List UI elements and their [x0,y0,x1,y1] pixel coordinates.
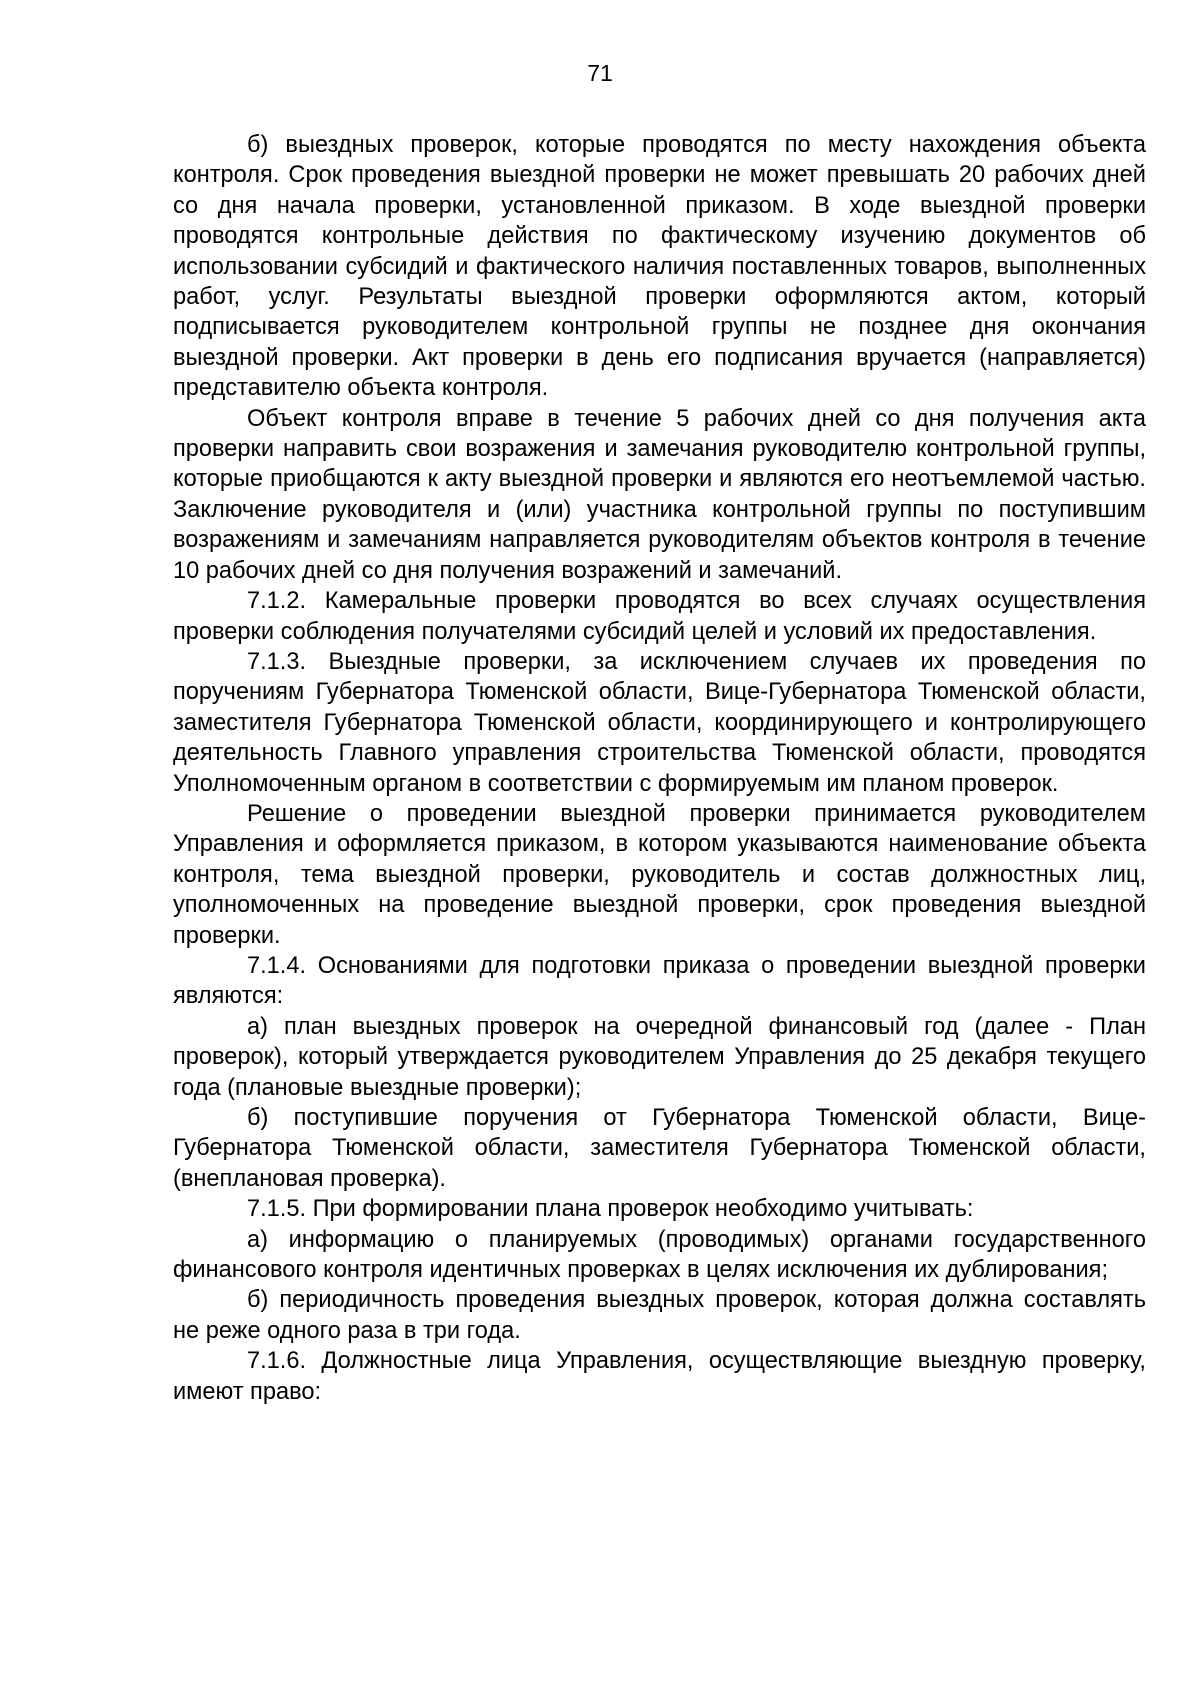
paragraph-7-1-3: 7.1.3. Выездные проверки, за исключением случаев их проведения по поручениям Губернатора Тюменской области, Вице-Губернатора Тюменской области, заместителя Губернатора Тюменской области, координирующего и контролирующего деятельность Главного управления строительства Тюменской области, проводятся Уполномоченным органом в соответствии с формируемым им планом проверок. [173,648,1146,797]
document-body [173,130,1146,1407]
paragraph-objections: Объект контроля вправе в течение 5 рабочих дней со дня получения акта проверки направить свои возражения и замечания руководителю контрольной группы, которые приобщаются к акту выездной проверки и являются его неотъемлемой частью. Заключение руководителя и (или) участника контрольной группы по поступившим возражениям и замечаниям направляется руководителям объектов контроля в течение 10 рабочих дней со дня получения возражений и замечаний. [173,405,1146,584]
paragraph-7-1-6: 7.1.6. Должностные лица Управления, осуществляющие выездную проверку, имеют право: [173,1348,1146,1405]
paragraph-7-1-4-b: б) поступившие поручения от Губернатора Тюменской области, Вице-Губернатора Тюменской области, заместителя Губернатора Тюменской области, (внеплановая проверка). [173,1105,1146,1192]
paragraph-decision: Решение о проведении выездной проверки принимается руководителем Управления и оформляется приказом, в котором указываются наименование объекта контроля, тема выездной проверки, руководитель и состав должностных лиц, уполномоченных на проведение выездной проверки, срок проведения выездной проверки. [173,800,1146,949]
paragraph-onsite-inspections: б) выездных проверок, которые проводятся по месту нахождения объекта контроля. Срок проведения выездной проверки не может превышать 20 рабочих дней со дня начала проверки, установленной приказом. В ходе выездной проверки проводятся контрольные действия по фактическому изучению документов об использовании субсидий и фактического наличия поставленных товаров, выполненных работ, услуг. Результаты выездной проверки оформляются актом, который подписывается руководителем контрольной группы не позднее дня окончания выездной проверки. Акт проверки в день его подписания вручается (направляется) представителю объекта контроля. [173,132,1146,402]
paragraph-7-1-5: 7.1.5. При формировании плана проверок необходимо учитывать: [247,1196,974,1223]
paragraph-7-1-4: 7.1.4. Основаниями для подготовки приказа о проведении выездной проверки являются: [173,952,1146,1010]
paragraph-7-1-2: 7.1.2. Камеральные проверки проводятся во всех случаях осуществления проверки соблюдения получателями субсидий целей и условий их предоставления. [173,588,1146,645]
paragraph-7-1-5-a: а) информацию о планируемых (проводимых) органами государственного финансового контроля идентичных проверках в целях исключения их дублирования; [173,1226,1146,1284]
paragraph-7-1-4-a: а) план выездных проверок на очередной финансовый год (далее - План проверок), который утверждается руководителем Управления до 25 декабря текущего года (плановые выездные проверки); [173,1013,1146,1101]
page-number: 71 [587,60,613,86]
paragraph-7-1-5-b: б) периодичность проведения выездных проверок, которая должна составлять не реже одного раза в три года. [173,1287,1146,1344]
